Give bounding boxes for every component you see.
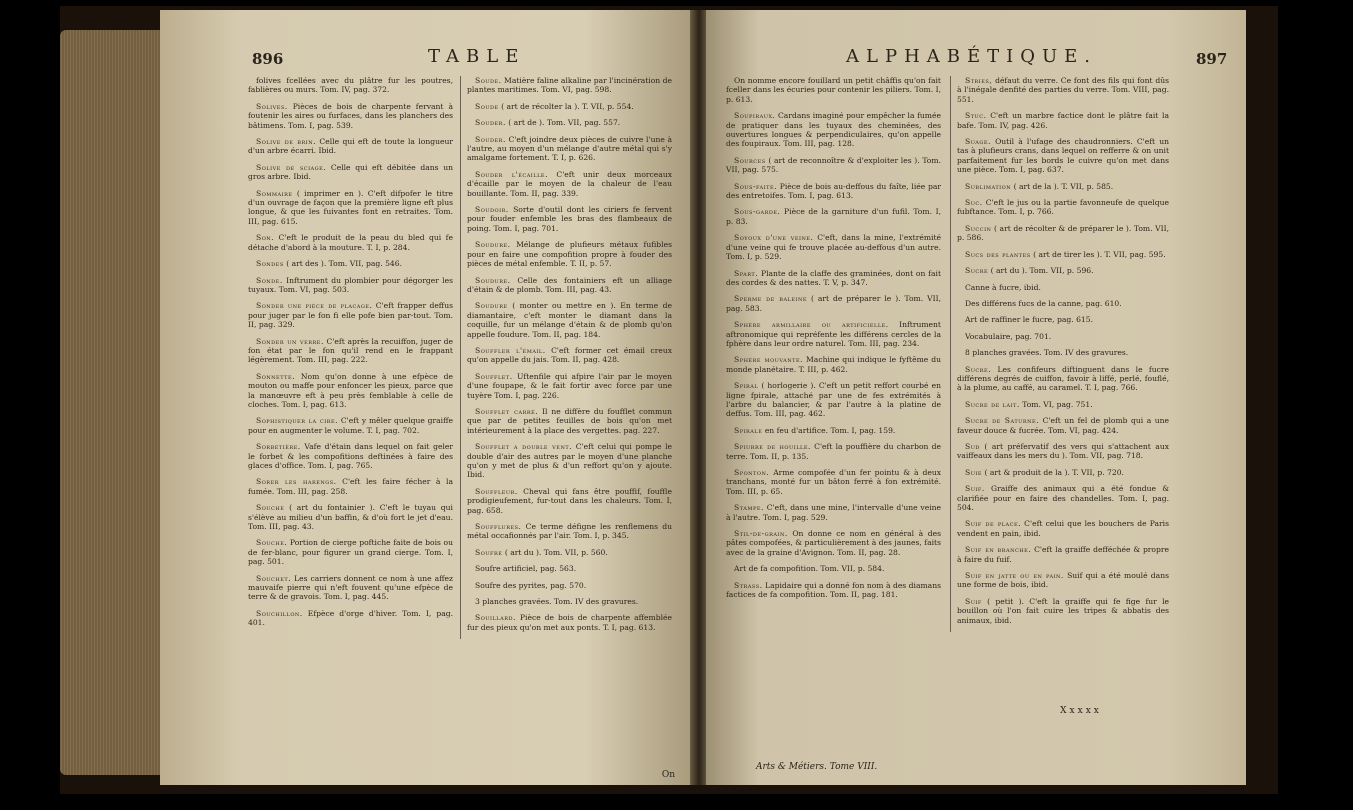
entry-term: Sophistiquer la cire.: [256, 416, 339, 426]
entry-text: Suif qui a été moulé dans une forme de bois, ibid.: [957, 571, 1169, 590]
entry-term: Suie: [965, 467, 983, 477]
index-entry: [248, 276, 453, 295]
index-entry: [957, 468, 1169, 477]
index-entry: [957, 182, 1169, 191]
entry-text: Uftenfile qui afpire l'air par le moyen d'une foupape, & le fait fortir avec force par une tuyère Tom. I, pag. 226.: [467, 371, 672, 400]
index-entry: [726, 355, 941, 374]
entry-text: C'eft, dans une mine, l'intervalle d'une veine à l'autre. Tom. I, pag. 529.: [726, 503, 942, 522]
entry-text: Tom. VI, pag. 751.: [1022, 399, 1093, 409]
entry-text: ( petit ). C'eft la graiffe qui fe fige fur le bouillon où l'on fait cuire les tripes & abbatis des animaux, ibid.: [957, 596, 1169, 625]
entry-text: C'eft la pouffière du charbon de terre. Tom. II, p. 135.: [726, 442, 941, 461]
left-catchword: On: [661, 770, 675, 780]
index-entry: [467, 597, 672, 606]
entry-text: Il ne diffère du foufflet commun que par de petites feuilles de bois qu'on met intérieurement à la place des vergettes. pag. 227.: [467, 406, 672, 435]
index-entry: [726, 207, 941, 226]
entry-term: Sucre: [965, 266, 989, 276]
entry-text: ( monter ou mettre en ). En terme de diamantaire, c'eft monter le diamant dans la coquille, fur un mélange d'étain & de plomb qu'on appelle foudure. Tom. II, pag. 184.: [467, 301, 672, 339]
entry-text: Inftrument du plombier pour dégorger les tuyaux. Tom. VI, pag. 503.: [248, 275, 453, 294]
entry-text: Pièces de bois de charpente fervant à foutenir les aires ou furfaces, dans les planchers des bâtimens. Tom. I, pag. 539.: [248, 101, 453, 130]
entry-text: On donne ce nom en général à des pâtes compofées, & particulièrement à des jaunes, faits avec de la graine d'Avignon. Tom. II, pag. 28.: [726, 529, 941, 557]
entry-term: Souffler l'émail.: [475, 345, 546, 355]
entry-term: Sorbetière.: [256, 442, 301, 452]
left-column-2: [460, 76, 672, 639]
entry-term: Spart.: [734, 268, 759, 278]
entry-text: Cheval qui fans être pouffif, fouffle prodigieufement, fur-tout dans les chaleurs. Tom. I, pag. 658.: [467, 486, 672, 515]
entry-text: défaut du verre. Ce font des fils qui font dûs à l'inégale denfité des parties du verre. Tom. VIII, pag. 551.: [957, 76, 1169, 104]
index-entry: [248, 442, 453, 470]
entry-term: Stampe.: [734, 503, 764, 513]
index-entry: [957, 348, 1169, 357]
entry-text: Des différens fucs de la canne, pag. 610.: [965, 298, 1122, 308]
index-entry: [957, 442, 1169, 461]
right-page: [706, 10, 1246, 785]
index-entry: [467, 442, 672, 480]
index-entry: [248, 337, 453, 365]
entry-term: Suc.: [965, 198, 983, 208]
right-header: [706, 46, 1246, 76]
entry-text: Matière faline alkaline par l'incinération de plantes maritimes. Tom. VI, pag. 598.: [467, 76, 672, 95]
entry-term: Souillard.: [475, 613, 516, 623]
entry-term: Sommaire: [256, 188, 293, 198]
entry-text: C'eft, dans la mine, l'extrémité d'une veine qui fe trouve placée au-deffous d'un autre. Tom. I, p. 529.: [726, 233, 941, 262]
entry-text: folives fcellées avec du plâtre fur les poutres, fablières ou murs. Tom. IV, pag. 372.: [248, 76, 453, 95]
entry-term: Spiral: [734, 381, 759, 391]
entry-text: Pièce de bois au-deffous du faîte, liée par des entretoifes. Tom. I, pag. 613.: [726, 181, 941, 201]
entry-term: Sources: [734, 155, 766, 165]
entry-text: ( art de reconnoître & d'exploiter les ). Tom. VII, pag. 575.: [726, 155, 941, 175]
entry-text: Vocabulaire, pag. 701.: [965, 331, 1052, 341]
entry-term: Suif de place.: [965, 519, 1022, 529]
index-entry: [726, 581, 941, 600]
index-entry: [248, 477, 453, 496]
entry-term: Strass.: [734, 580, 763, 590]
entry-term: Souchet.: [256, 573, 292, 583]
entry-term: Souder.: [475, 118, 506, 128]
index-entry: [957, 365, 1169, 393]
entry-term: Soupiraux.: [734, 111, 776, 121]
entry-text: ( art du ). Tom. VII, p. 596.: [990, 266, 1094, 276]
entry-term: Sous-faite.: [734, 181, 778, 191]
entry-term: Soufflet.: [475, 371, 513, 381]
entry-term: Soufflures.: [475, 522, 522, 532]
entry-text: ( art de récolter la ). T. VII, p. 554.: [501, 101, 634, 111]
index-entry: [957, 597, 1169, 625]
entry-text: C'eft celui que les bouchers de Paris vendent en pain, ibid.: [957, 519, 1169, 538]
entry-term: Soufflet carré.: [475, 406, 539, 416]
entry-text: Efpèce d'orge d'hiver. Tom. I, pag. 401.: [248, 608, 454, 628]
entry-term: Sucre de lait.: [965, 399, 1020, 409]
index-entry: [726, 564, 941, 573]
entry-text: C'eft après la recuiffon, juger de fon état par le fon qu'il rend en le frappant légèrement. Tom. III, pag. 222.: [248, 336, 453, 365]
right-catchword: Xxxxx: [1060, 706, 1102, 716]
index-entry: [957, 224, 1169, 243]
index-entry: [957, 198, 1169, 217]
entry-term: Soudoir.: [475, 205, 509, 215]
entry-term: Suif en branche.: [965, 545, 1032, 555]
index-entry: [467, 564, 672, 573]
index-entry: [467, 407, 672, 435]
entry-term: Solive de sciage.: [256, 162, 327, 172]
entry-term: Solives.: [256, 101, 288, 111]
entry-text: Vafe d'étain dans lequel on fait geler le forbet & les compofitions deftinées à faire des glaces d'office. Tom. I, pag. 765.: [248, 442, 454, 470]
entry-term: Souder l'écaille.: [475, 169, 548, 179]
index-entry: [726, 233, 941, 261]
index-entry: [726, 111, 941, 149]
entry-term: Sonder une pièce de placage.: [256, 301, 373, 311]
entry-text: Machine qui indique le fyftême du monde planétaire. T. III, p. 462.: [726, 355, 941, 374]
entry-term: Succin: [965, 223, 992, 233]
left-column-1: [248, 76, 453, 635]
entry-text: C'eft joindre deux pièces de cuivre l'une à l'autre, au moyen d'un mélange d'autre métal qui s'y amalgame fortement. T. I, p. 626.: [467, 134, 673, 163]
entry-text: 3 planches gravées. Tom. IV des gravures.: [475, 597, 639, 607]
entry-text: Inftrument aftronomique qui repréfente les différens cercles de la fphère dans leur ordre naturel. Tom. III, pag. 234.: [726, 320, 941, 348]
entry-text: C'eft le produit de la peau du bled qui fe détache d'abord à la mouture. T. I, p. 284.: [248, 233, 453, 252]
entry-term: Son.: [256, 233, 275, 243]
entry-text: Ce terme défigne les renflemens du métal occafionnés par l'air. Tom. I, p. 345.: [467, 522, 672, 541]
index-entry: [726, 442, 941, 461]
index-entry: [467, 487, 672, 515]
index-entry: [957, 416, 1169, 435]
entry-term: Sphère mouvante.: [734, 355, 804, 365]
entry-term: Suif.: [965, 484, 985, 494]
index-entry: [957, 484, 1169, 512]
index-entry: [248, 163, 453, 182]
entry-text: Art de raffiner le fucre, pag. 615.: [965, 315, 1093, 325]
entry-term: Soufre: [475, 547, 503, 557]
entry-text: ( art préfervatif des vers qui s'attachent aux vaiffeaux dans les mers du ). Tom. VII, pag. 718.: [957, 441, 1169, 461]
index-entry: [726, 529, 941, 557]
entry-text: en feu d'artifice. Tom. I, pag. 159.: [764, 425, 896, 435]
entry-text: C'eft le jus ou la partie favonneufe de quelque fubftance. Tom. I, p. 766.: [957, 198, 1169, 217]
entry-term: Soude.: [475, 76, 502, 85]
index-entry: [726, 426, 941, 435]
entry-text: Art de fa compofition. Tom. VII, p. 584.: [734, 564, 885, 574]
entry-term: Sondes: [256, 259, 284, 269]
index-entry: [957, 519, 1169, 538]
entry-text: ( art des ). Tom. VII, pag. 546.: [286, 259, 403, 269]
index-entry: [248, 233, 453, 252]
entry-term: Spiurre de houille.: [734, 442, 811, 452]
entry-text: Les confifeurs diftinguent dans le fucre différens degrés de cuiffon, favoir à liffé, perlé, fouflé, à la plume, au caffé, au caramel. T. I, pag. 766.: [957, 364, 1169, 393]
entry-term: Sponton.: [734, 468, 770, 477]
entry-text: ( art du fontainier ). C'eft le tuyau qui s'élève au milieu d'un baffin, & d'où fort le jet d'eau. Tom. III, pag. 43.: [248, 503, 453, 532]
entry-term: Souffleur.: [475, 486, 518, 496]
entry-text: Lapidaire qui a donné fon nom à des diamans factices de fa compofition. Tom. II, pag. 181.: [726, 580, 941, 600]
index-entry: [957, 545, 1169, 564]
index-entry: [248, 102, 453, 130]
index-entry: [726, 468, 941, 496]
entry-text: ( art & produit de la ). T. VII, p. 720.: [984, 467, 1124, 477]
index-entry: [957, 332, 1169, 341]
entry-term: Sublimation: [965, 181, 1012, 191]
entry-term: Stuc.: [965, 111, 987, 121]
entry-term: Souche: [256, 503, 285, 513]
index-entry: [726, 182, 941, 201]
index-entry: [467, 548, 672, 557]
entry-term: Soudure.: [475, 275, 511, 285]
entry-term: Sonde.: [256, 275, 283, 285]
entry-text: Nom qu'on donne à une efpèce de mouton ou maffe pour enfoncer les pieux, parce que la manœuvre eft à peu près femblable à celle de cloches. Tom. I, pag. 613.: [248, 371, 453, 409]
entry-text: Soufre artificiel, pag. 563.: [475, 564, 577, 574]
entry-term: Sperme de baleine: [734, 294, 808, 304]
entry-text: Pièce de la garniture d'un fufil. Tom. I, p. 83.: [726, 207, 941, 226]
index-entry: [467, 240, 672, 268]
entry-term: Sphère armillaire ou artificielle.: [734, 320, 889, 330]
index-entry: [248, 538, 453, 566]
entry-term: Sucs des plantes: [965, 249, 1031, 259]
entry-term: Sous-garde.: [734, 207, 781, 217]
entry-term: Sonnette.: [256, 371, 296, 381]
entry-term: Sonder un verre.: [256, 336, 324, 346]
entry-term: Suif: [965, 596, 982, 606]
entry-text: Soufre des pyrites, pag. 570.: [475, 580, 587, 590]
index-entry: [726, 381, 941, 419]
index-entry: [467, 135, 672, 163]
index-entry: [248, 301, 453, 329]
left-running-title: TABLE: [428, 46, 526, 67]
index-entry: [467, 276, 672, 295]
entry-text: ( art de ). Tom. VII, pag. 557.: [508, 118, 621, 128]
entry-term: Solive de brin.: [256, 137, 317, 147]
entry-text: 8 planches gravées. Tom. IV des gravures.: [965, 348, 1129, 358]
entry-text: ( horlogerie ). C'eft un petit reffort courbé en ligne fpirale, attaché par une de fes extrémités à l'arbre du balancier, & par l'autre à la platine de deffus. Tom. III, pag. 462.: [726, 381, 941, 419]
index-entry: [957, 283, 1169, 292]
left-page-number: 896: [252, 50, 284, 68]
index-entry: [248, 76, 453, 95]
index-entry: [957, 299, 1169, 308]
entry-text: ( art de préparer le ). Tom. VII, pag. 583.: [726, 294, 941, 313]
index-entry: [957, 76, 1169, 104]
index-entry: [957, 111, 1169, 130]
index-entry: [248, 137, 453, 156]
entry-text: On nomme encore fouillard un petit châffis qu'on fait fceller dans les écuries pour contenir les piliers. Tom. I, p. 613.: [726, 76, 941, 104]
entry-text: C'eft un fel de plomb qui a une faveur douce & fucrée. Tom. VI, pag. 424.: [957, 416, 1169, 435]
index-entry: [467, 170, 672, 198]
entry-term: Suage.: [965, 137, 991, 147]
entry-text: Portion de cierge poftiche faite de bois ou de fer-blanc, pour figurer un grand cierge. Tom. I, pag. 501.: [248, 538, 454, 567]
index-entry: [726, 76, 941, 104]
entry-text: C'eft unir deux morceaux d'écaille par le moyen de la chaleur de l'eau bouillante. Tom. II, pag. 339.: [467, 169, 673, 198]
left-header: [160, 46, 692, 76]
right-column-2: [950, 76, 1169, 632]
entry-text: Outil à l'ufage des chaudronniers. C'eft un tas à plufieurs crans, dans lequel on refferre & on unit parfaitement fur les bords le cuivre qu'on met dans une pièce. Tom. I, pag. 637.: [957, 137, 1169, 175]
left-page: [160, 10, 692, 785]
right-column-1: [726, 76, 941, 606]
entry-text: ( art de récolter & de préparer le ). Tom. VII, p. 586.: [957, 223, 1169, 243]
index-entry: [248, 503, 453, 531]
book-page-edges: [60, 30, 160, 775]
entry-term: Stries,: [965, 76, 993, 85]
entry-term: Souche.: [256, 538, 288, 548]
entry-text: ( art de la ). T. VII, p. 585.: [1013, 181, 1114, 191]
index-entry: [467, 301, 672, 339]
index-entry: [248, 259, 453, 268]
index-entry: [248, 189, 453, 227]
index-entry: [957, 571, 1169, 590]
signature-line: Arts & Métiers. Tome VIII.: [756, 762, 878, 772]
entry-text: Mélange de plufieurs métaux fufibles pour en faire une compofition propre à fouder des pièces de métal enfemble. T. II, p. 57.: [467, 240, 672, 269]
entry-text: Celle qui eft de toute la longueur d'un arbre écarri. Ibid.: [248, 137, 454, 156]
entry-term: Spirale: [734, 425, 763, 435]
entry-term: Sucre.: [965, 364, 992, 374]
index-entry: [467, 205, 672, 233]
entry-term: Souder.: [475, 134, 506, 144]
index-entry: [726, 156, 941, 175]
entry-text: C'eft un marbre factice dont le plâtre fait la bafe. Tom. IV, pag. 426.: [957, 111, 1169, 130]
entry-text: ( art du ). Tom. VII, p. 560.: [504, 547, 608, 557]
index-entry: [467, 76, 672, 95]
entry-text: Graiffe des animaux qui a été fondue & clarifiée pour en faire des chandelles. Tom. I, pag. 504.: [957, 484, 1170, 512]
entry-term: Soyoux d'une veine.: [734, 233, 814, 243]
entry-text: Les carriers donnent ce nom à une affez mauvaife pierre qui n'eft fouvent qu'une efpèce de terre & de gravois. Tom. I, pag. 445.: [248, 573, 453, 602]
index-entry: [467, 372, 672, 400]
entry-text: C'eft former cet émail creux qu'on appelle du jais. Tom. II, pag. 428.: [467, 345, 672, 365]
entry-term: Sud: [965, 441, 980, 451]
index-entry: [957, 266, 1169, 275]
entry-text: Celle qui eft débitée dans un gros arbre. Ibid.: [248, 162, 453, 182]
right-page-number: 897: [1196, 50, 1228, 68]
entry-term: Suif en jatte ou en pain.: [965, 571, 1064, 581]
entry-term: Sorer les harengs.: [256, 477, 337, 487]
entry-text: Arme compofée d'un fer pointu & à deux tranchans, monté fur un bâton ferré à fon extrémité. Tom. III, p. 65.: [726, 468, 941, 496]
index-entry: [467, 613, 672, 632]
entry-term: Stil-de-grain.: [734, 529, 788, 539]
entry-text: C'eft les faire fécher à la fumée. Tom. III, pag. 258.: [248, 477, 453, 496]
index-entry: [726, 320, 941, 348]
entry-term: Souchillon.: [256, 608, 303, 618]
index-entry: [726, 294, 941, 313]
index-entry: [467, 118, 672, 127]
entry-text: ( art de tirer les ). T. VII, pag. 595.: [1033, 249, 1166, 259]
entry-text: Sorte d'outil dont les ciriers fe fervent pour fouder enfemble les bras des flambeaux de poing. Tom. I, pag. 701.: [467, 205, 672, 233]
entry-term: Sucre de Saturne.: [965, 416, 1040, 426]
entry-term: Soufflet a double vent.: [475, 442, 573, 452]
index-entry: [248, 574, 453, 602]
entry-text: Celle des fontainiers eft un alliage d'étain & de plomb. Tom. III, pag. 43.: [467, 275, 672, 294]
index-entry: [467, 522, 672, 541]
index-entry: [248, 372, 453, 410]
entry-text: C'eft la graiffe defféchée & propre à faire du fuif.: [957, 545, 1169, 564]
index-entry: [957, 315, 1169, 324]
right-running-title: ALPHABÉTIQUE.: [846, 46, 1098, 67]
entry-text: Plante de la claffe des graminées, dont on fait des cordes & des nattes. T. V, p. 347.: [726, 268, 942, 287]
entry-text: C'eft frapper deffus pour juger par le fon fi elle pofe bien par-tout. Tom. II, pag. 329.: [248, 301, 453, 330]
index-entry: [957, 400, 1169, 409]
index-entry: [467, 346, 672, 365]
index-entry: [726, 269, 941, 288]
index-entry: [467, 581, 672, 590]
entry-text: C'eft y mêler quelque graiffe pour en augmenter le volume. T. I, pag. 702.: [248, 416, 453, 435]
index-entry: [248, 416, 453, 435]
entry-text: Pièce de bois de charpente affemblée fur des pieux qu'on met aux ponts. T. I, pag. 613.: [467, 613, 672, 632]
entry-text: C'eft celui qui pompe le double d'air des autres par le moyen d'une planche qu'on y met de plus & d'un reffort qu'on y ajoute. Ibid.: [467, 442, 673, 480]
index-entry: [467, 102, 672, 111]
entry-text: Cardans imaginé pour empêcher la fumée de pratiquer dans les tuyaux des cheminées, des ouvertures longues & perpendiculaires, qu'on appelle des foupiraux. Tom. III, pag. 128.: [726, 111, 941, 149]
index-entry: [957, 137, 1169, 175]
entry-term: Soudure.: [475, 240, 511, 250]
index-entry: [248, 609, 453, 628]
entry-text: ( imprimer en ). C'eft difpofer le titre d'un ouvrage de façon que la première ligne eft plus longue, & que les fuivantes font en retraites. Tom. III, pag. 615.: [248, 188, 453, 226]
entry-term: Soude: [475, 101, 499, 111]
entry-term: Soudure: [475, 301, 508, 311]
index-entry: [957, 250, 1169, 259]
index-entry: [726, 503, 941, 522]
entry-text: Canne à fucre, ibid.: [965, 282, 1041, 292]
